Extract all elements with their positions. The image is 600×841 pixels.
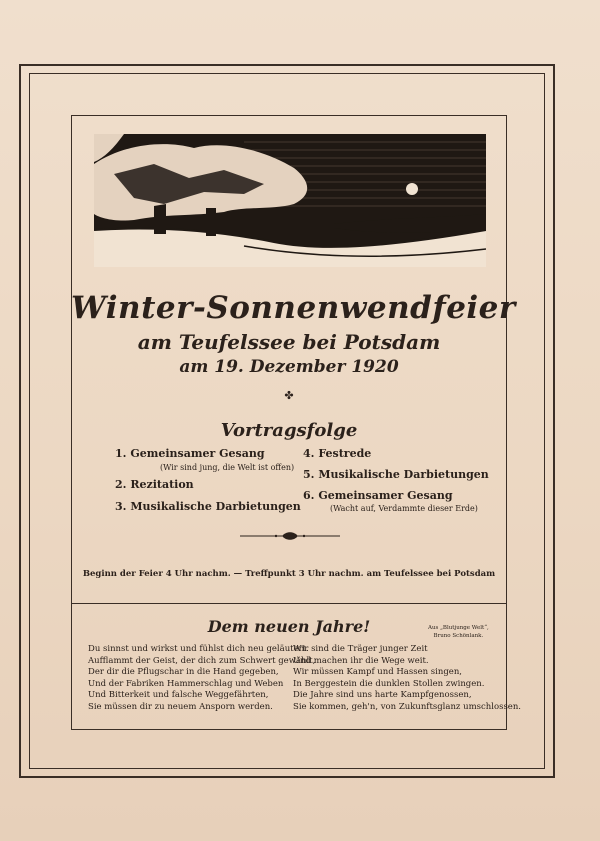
poem-right-column bbox=[293, 644, 521, 714]
poem-line: Du sinnst und wirkst und fühlst dich neu geläutert. bbox=[88, 644, 309, 654]
event-title: Winter-Sonnenwendfeier bbox=[71, 290, 516, 326]
poem-line: In Berggestein die dunklen Stollen zwingen. bbox=[293, 678, 485, 689]
poem-line: Wir sind die Träger junger Zeit bbox=[293, 644, 428, 654]
poem-line: Wir müssen Kampf und Hassen singen, bbox=[293, 667, 463, 678]
meeting-info: Beginn der Feier 4 Uhr nachm. — Treffpunkt 3 Uhr nachm. am Teufelssee bei Potsdam bbox=[82, 569, 496, 579]
poem-line: Und Bitterkeit und falsche Weggefährten, bbox=[88, 690, 269, 701]
poem-line: Der dir die Pflugschar in die Hand gegeben, bbox=[88, 667, 279, 678]
program-item-2: 2. Rezitation bbox=[115, 478, 194, 491]
program-item-3: 3. Musikalische Darbietungen bbox=[115, 500, 301, 513]
poem-line: Und machen ihr die Wege weit. bbox=[293, 655, 429, 666]
winter-landscape-woodcut bbox=[94, 134, 486, 267]
program-item-4: 4. Festrede bbox=[303, 447, 372, 460]
poem-line: Sie müssen dir zu neuem Ansporn werden. bbox=[88, 701, 273, 712]
decorative-flourish bbox=[238, 530, 342, 542]
poem-source-author: Bruno Schönlank. bbox=[433, 633, 484, 639]
poem-source bbox=[428, 624, 489, 640]
poem-line: Die Jahre sind uns harte Kampfgenossen, bbox=[293, 690, 472, 701]
event-date: am 19. Dezember 1920 bbox=[179, 357, 399, 377]
poem-title: Dem neuen Jahre! bbox=[207, 617, 371, 636]
poem-divider bbox=[71, 603, 507, 604]
program-heading: Vortragsfolge bbox=[220, 420, 358, 441]
program-item-6: 6. Gemeinsamer Gesang bbox=[303, 489, 453, 502]
poem-left-column bbox=[88, 644, 315, 714]
program-item-5: 5. Musikalische Darbietungen bbox=[303, 468, 489, 481]
program-item-1: 1. Gemeinsamer Gesang bbox=[115, 447, 265, 460]
program-item-1-note: (Wir sind jung, die Welt ist offen) bbox=[160, 463, 295, 472]
poem-line: Sie kommen, geh'n, von Zukunftsglanz umschlossen. bbox=[293, 701, 522, 712]
poem-source-line-1: Aus „Blutjunge Welt“, bbox=[428, 625, 489, 631]
event-location: am Teufelssee bei Potsdam bbox=[137, 330, 441, 354]
program-item-6-note: (Wacht auf, Verdammte dieser Erde) bbox=[330, 504, 478, 513]
poem-line: Und der Fabriken Hammerschlag und Weben bbox=[88, 678, 284, 689]
poem-line: Aufflammt der Geist, der dich zum Schwert gewählt, bbox=[88, 655, 316, 666]
flower-ornament: ✤ bbox=[284, 389, 294, 402]
